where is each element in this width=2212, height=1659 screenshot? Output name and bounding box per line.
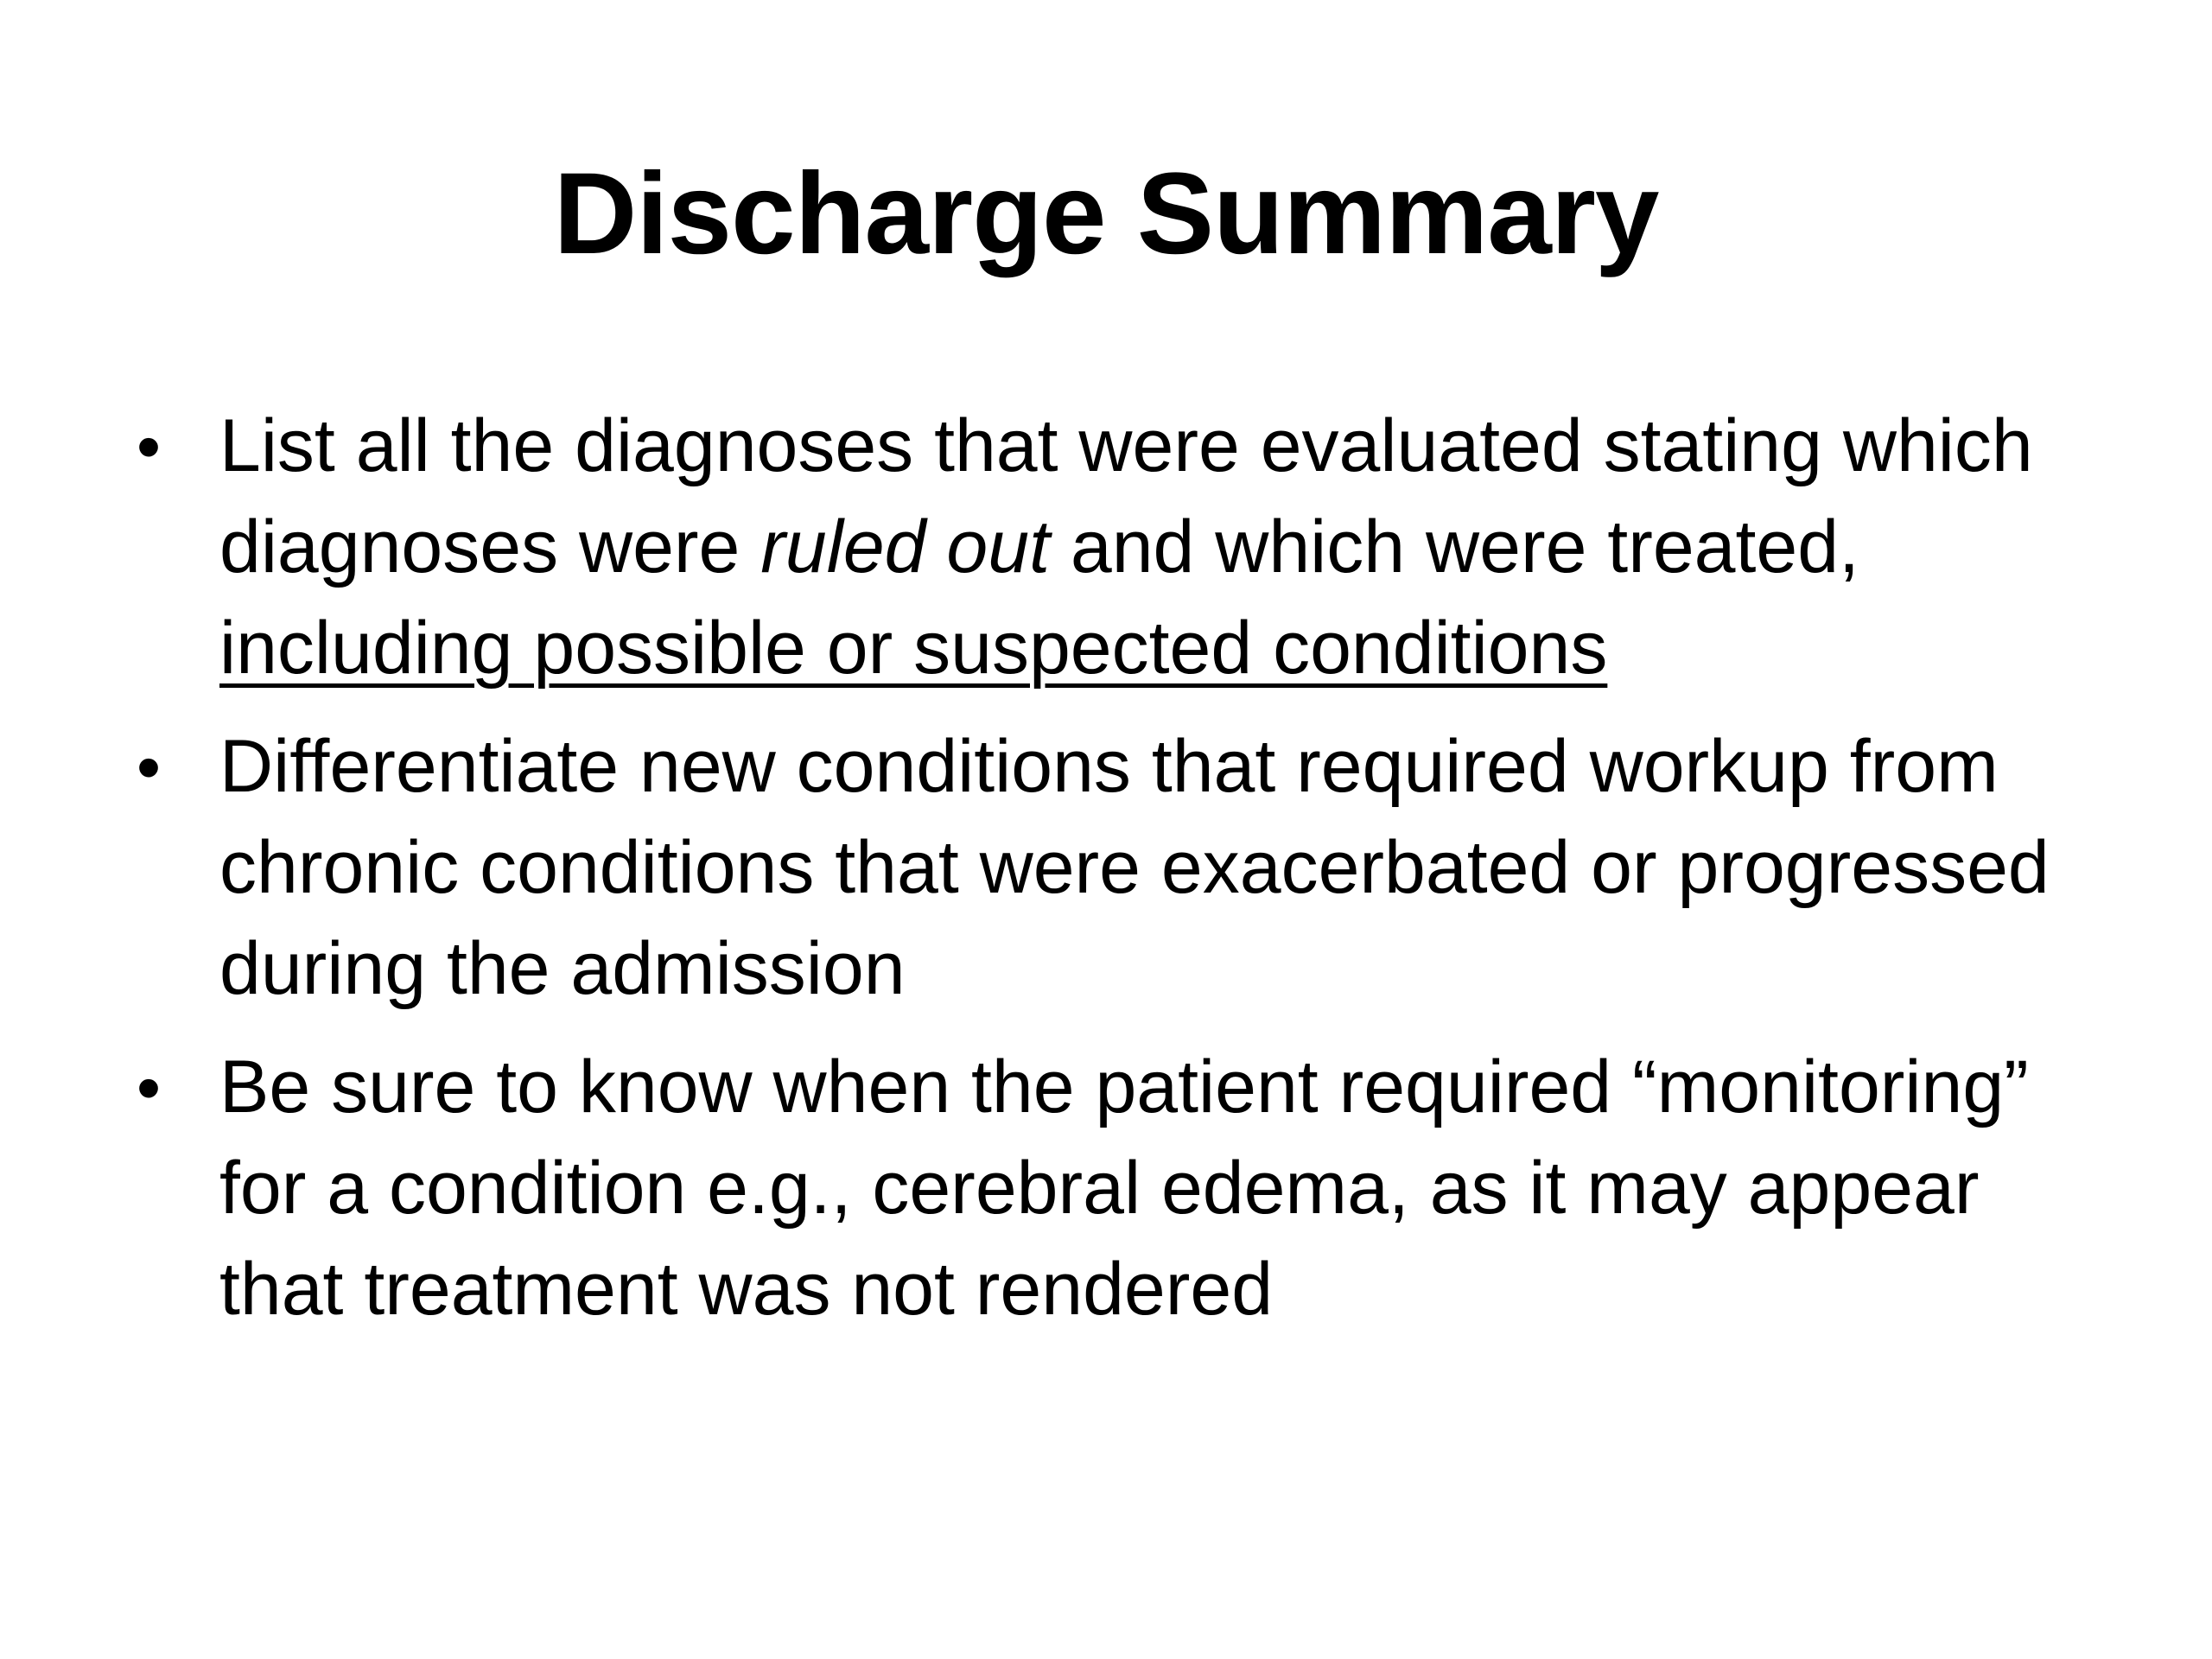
bullet-icon: • — [137, 408, 162, 485]
bullet-icon: • — [137, 1049, 162, 1126]
bullet-list — [130, 396, 2117, 1357]
bullet-3-text: Be sure to know when the patient required “monitoring” for a condition e.g., cerebral edema, as it may appear that treatment was not rendered — [219, 1046, 2029, 1331]
slide-title: Discharge Summary — [553, 149, 1659, 278]
bullet-1-text-part1: List all the diagnoses that were evaluated stating which diagnoses were — [219, 404, 2033, 588]
bullet-item-1 — [130, 396, 2117, 699]
bullet-item-3 — [130, 1037, 2117, 1340]
bullet-1-text-part2: and which were treated, — [1049, 505, 1859, 588]
bullet-1-italic-text: ruled out — [760, 505, 1050, 588]
bullet-2-text: Differentiate new conditions that required workup from chronic conditions that were exacerbated or progressed during the admission — [219, 725, 2050, 1010]
bullet-icon: • — [137, 728, 162, 805]
bullet-item-2 — [130, 716, 2117, 1020]
bullet-1-underlined-text: including possible or suspected conditions — [219, 607, 1608, 690]
